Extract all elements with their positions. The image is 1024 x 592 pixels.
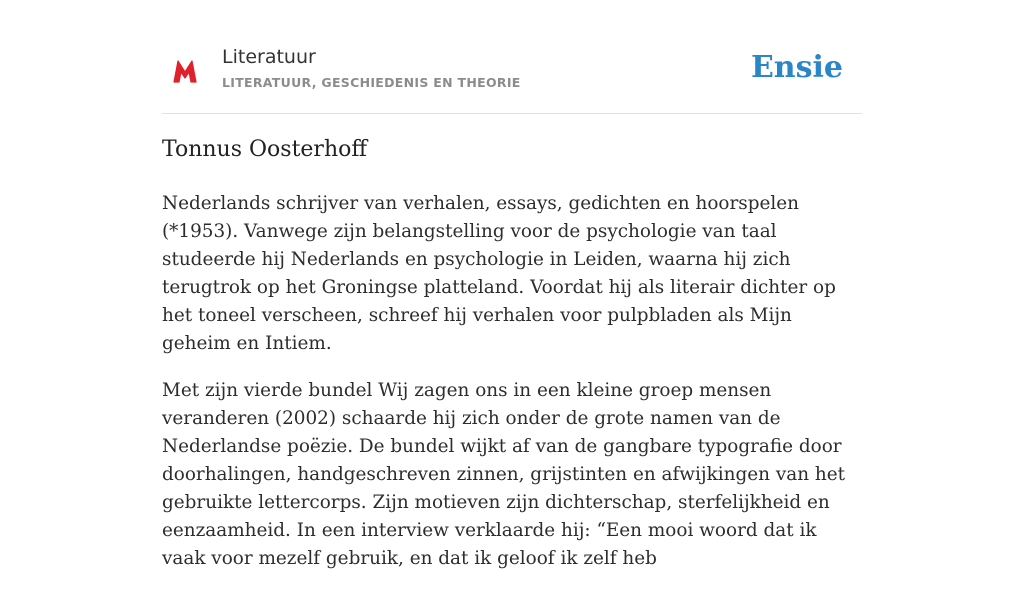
category-subtitle: LITERATUUR, GESCHIEDENIS EN THEORIE	[222, 75, 521, 90]
red-m-logo-icon[interactable]	[170, 56, 200, 86]
paragraph: Nederlands schrijver van verhalen, essays, gedichten en hoorspelen (*1953). Vanwege zijn belangstelling voor de psychologie van taal studeerde hij Nederlands en psychologie in Leiden, waarna hij zich terugtrok op het Groningse platteland. Voordat hij als literair dichter op het toneel verscheen, schreef hij verhalen voor pulpbladen als Mijn geheim en Intiem.	[162, 193, 836, 354]
article-body	[162, 190, 862, 592]
header	[162, 40, 862, 114]
paragraph: Met zijn vierde bundel Wij zagen ons in een kleine groep mensen veranderen (2002) schaarde hij zich onder de grote namen van de Nederlandse poëzie. De bundel wijkt af van de gangbare typografie door doorhalingen, handgeschreven zinnen, grijstinten en afwijkingen van het gebruikte lettercorps. Zijn motieven zijn dichterschap, sterfelijkheid en eenzaamheid. In een interview verklaarde hij: “Een mooi woord dat ik vaak voor mezelf gebruik, en dat ik geloof ik zelf heb	[162, 380, 846, 569]
brand-logo[interactable]: Ensie	[750, 50, 843, 85]
category-title[interactable]: Literatuur	[222, 46, 316, 68]
article-title: Tonnus Oosterhoff	[162, 137, 367, 162]
